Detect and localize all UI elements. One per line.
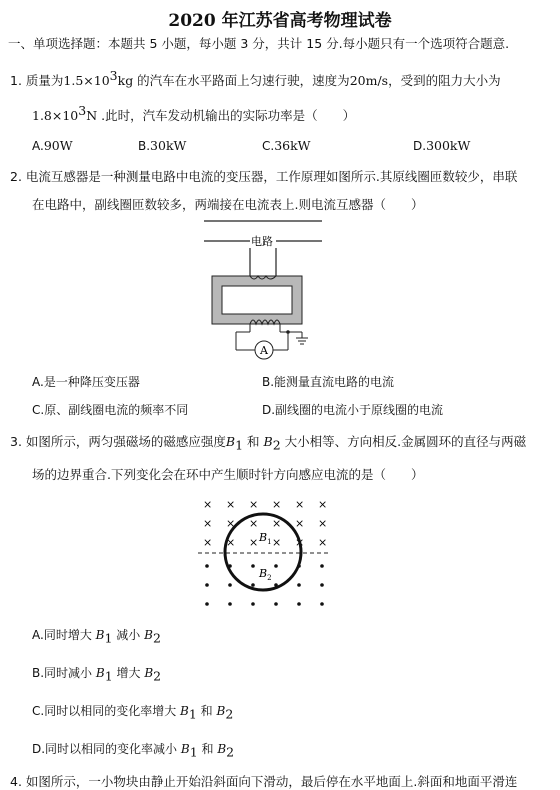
- ring-label-b2-sub: 2: [267, 574, 272, 582]
- q1-text-b: 的汽车在水平路面上匀速行驶，速度为: [133, 73, 350, 89]
- field-dot-1-5: [320, 583, 324, 587]
- question-3-line-2: 场的边界重合.下列变化会在环中产生顺时针方向感应电流的是（ ）: [32, 467, 424, 482]
- q3-option-c-b1: B: [180, 704, 189, 718]
- core-window: [222, 286, 292, 314]
- q1-text-a: 1. 质量为: [10, 73, 64, 89]
- q3-option-d-text-b: 和: [201, 742, 214, 756]
- ring-label-b2: [258, 567, 272, 582]
- q3-option-a-b1: B: [95, 628, 105, 642]
- q3-option-d-sub2: 2: [226, 744, 235, 760]
- q2-option-a[interactable]: A.是一种降压变压器: [32, 375, 140, 389]
- page-title: 2020 年江苏省高考物理试卷: [168, 11, 392, 31]
- field-cross-0-5: ×: [318, 498, 328, 511]
- field-dot-1-1: [228, 583, 232, 587]
- q1-mass-coef: 1.5×10: [63, 73, 110, 89]
- q1-option-d-letter: D.: [413, 139, 427, 153]
- field-dot-0-5: [320, 564, 324, 568]
- field-cross-2-0: ×: [203, 536, 213, 549]
- q1-option-b[interactable]: [138, 138, 186, 153]
- field-dot-2-2: [251, 602, 255, 606]
- q1-text-c: ，受到的阻力大小为: [388, 73, 501, 89]
- ammeter-label: A: [260, 344, 268, 357]
- field-cross-1-3: ×: [272, 517, 282, 530]
- q1-option-a[interactable]: [32, 138, 73, 153]
- junction-dot: [286, 330, 290, 334]
- q3-option-a-b2: B: [144, 628, 153, 642]
- question-1-line-1: [10, 68, 501, 89]
- field-dot-1-0: [205, 583, 209, 587]
- q2-option-c[interactable]: C.原、副线圈电流的频率不同: [32, 403, 189, 417]
- field-dot-0-0: [205, 564, 209, 568]
- field-dot-2-0: [205, 602, 209, 606]
- q3-option-b-text-b: 增大: [116, 666, 141, 680]
- field-cross-0-1: ×: [226, 498, 236, 511]
- q3-text-c: 大小相等、方向相反.金属圆环的直径与两磁: [284, 434, 527, 449]
- q3-sub-1: 1: [235, 437, 244, 453]
- q3-option-c-text-b: 和: [200, 704, 213, 718]
- q3-option-a-sub1: 1: [104, 630, 113, 646]
- current-transformer-figure: [198, 214, 328, 364]
- field-cross-2-2: ×: [249, 536, 259, 549]
- q2-option-d[interactable]: D.副线圈的电流小于原线圈的电流: [262, 403, 444, 417]
- field-cross-1-1: ×: [226, 517, 236, 530]
- circuit-label: 电路: [251, 235, 273, 248]
- field-cross-2-3: ×: [272, 536, 282, 549]
- q3-option-c[interactable]: [32, 702, 233, 721]
- q1-option-b-letter: B.: [138, 139, 151, 153]
- q3-option-c-sub2: 2: [225, 706, 234, 722]
- question-3-line-1: [10, 432, 526, 453]
- ring-label-b1-letter: B: [259, 531, 268, 544]
- q3-text-a: 3. 如图所示，两匀强磁场的磁感应强度: [10, 434, 226, 449]
- q1-option-a-value: 90W: [43, 138, 73, 153]
- field-cross-1-0: ×: [203, 517, 213, 530]
- q3-symbol-b1: B: [225, 434, 236, 449]
- question-4-line-1: 4. 如图所示，一小物块由静止开始沿斜面向下滑动，最后停在水平地面上.斜面和地面平滑连: [10, 774, 518, 789]
- q3-option-b-text-a: B.同时减小: [32, 666, 93, 680]
- q3-sub-2: 2: [272, 437, 281, 453]
- section-heading: 一、单项选择题：本题共 5 小题，每小题 3 分，共计 15 分.每小题只有一个选项符合题意.: [8, 36, 510, 51]
- q1-option-d-value: 300kW: [426, 138, 471, 153]
- q1-mass-unit: kg: [117, 73, 134, 89]
- question-2-line-2: 在电路中，副线圈匝数较多，两端接在电流表上.则电流互感器（ ）: [32, 197, 424, 212]
- magnetic-field-figure: [193, 490, 333, 615]
- q3-option-d-b2: B: [217, 742, 227, 756]
- q3-option-d-sub1: 1: [189, 744, 198, 760]
- field-cross-2-4: ×: [295, 536, 305, 549]
- field-dot-0-2: [251, 564, 255, 568]
- field-dot-2-4: [297, 602, 301, 606]
- field-dot-0-3: [274, 564, 278, 568]
- q1-option-a-letter: A.: [32, 139, 44, 153]
- field-cross-0-4: ×: [295, 498, 305, 511]
- q3-option-d[interactable]: [32, 740, 234, 759]
- q1-option-d[interactable]: [413, 138, 470, 153]
- q3-option-c-sub1: 1: [188, 706, 197, 722]
- field-cross-1-2: ×: [249, 517, 259, 530]
- q3-option-b-b1: B: [95, 666, 105, 680]
- q3-option-b-sub2: 2: [153, 668, 162, 684]
- q1-force-unit: N: [86, 108, 98, 124]
- field-dot-2-3: [274, 602, 278, 606]
- field-cross-0-0: ×: [203, 498, 213, 511]
- field-cross-0-2: ×: [249, 498, 259, 511]
- field-cross-2-5: ×: [318, 536, 328, 549]
- q3-option-a[interactable]: [32, 626, 161, 645]
- q1-option-c-letter: C.: [262, 139, 275, 153]
- q3-option-a-text-a: A.同时增大: [32, 628, 92, 642]
- ring-label-b2-letter: B: [259, 567, 268, 580]
- field-dot-1-4: [297, 583, 301, 587]
- q1-text-d: .此时，汽车发动机输出的实际功率是（ ）: [97, 108, 356, 124]
- q3-option-c-b2: B: [216, 704, 226, 718]
- field-dot-1-2: [251, 583, 255, 587]
- field-cross-1-5: ×: [318, 517, 328, 530]
- q1-mass-exp: 3: [109, 68, 118, 83]
- q3-text-b: 和: [247, 434, 260, 449]
- field-dot-2-1: [228, 602, 232, 606]
- q1-option-c[interactable]: [262, 138, 311, 153]
- q2-option-b[interactable]: B.能测量直流电路的电流: [262, 375, 395, 389]
- field-cross-1-4: ×: [295, 517, 305, 530]
- question-1-line-2: [32, 103, 355, 124]
- question-2-line-1: 2. 电流互感器是一种测量电路中电流的变压器，工作原理如图所示.其原线圈匝数较少，串联: [10, 169, 518, 184]
- field-cross-0-3: ×: [272, 498, 282, 511]
- q1-speed: 20m/s: [349, 73, 389, 89]
- q3-option-a-sub2: 2: [152, 630, 161, 646]
- q3-option-c-text-a: C.同时以相同的变化率增大: [32, 704, 177, 718]
- q1-option-c-value: 36kW: [274, 138, 311, 153]
- ring-label-b1-sub: 1: [267, 538, 272, 546]
- q3-option-b-b2: B: [144, 666, 154, 680]
- q3-option-a-text-b: 减小: [116, 628, 141, 642]
- field-dot-2-5: [320, 602, 324, 606]
- q1-force-exp: 3: [78, 103, 87, 118]
- q3-symbol-b2: B: [263, 434, 273, 449]
- q3-option-d-b1: B: [180, 742, 190, 756]
- ring-label-b1: [258, 531, 272, 546]
- q1-force-coef: 1.8×10: [32, 108, 79, 124]
- q3-option-b[interactable]: [32, 664, 161, 683]
- q3-option-d-text-a: D.同时以相同的变化率减小: [32, 742, 178, 756]
- q3-option-b-sub1: 1: [104, 668, 113, 684]
- q1-option-b-value: 30kW: [150, 138, 187, 153]
- field-cross-2-1: ×: [226, 536, 236, 549]
